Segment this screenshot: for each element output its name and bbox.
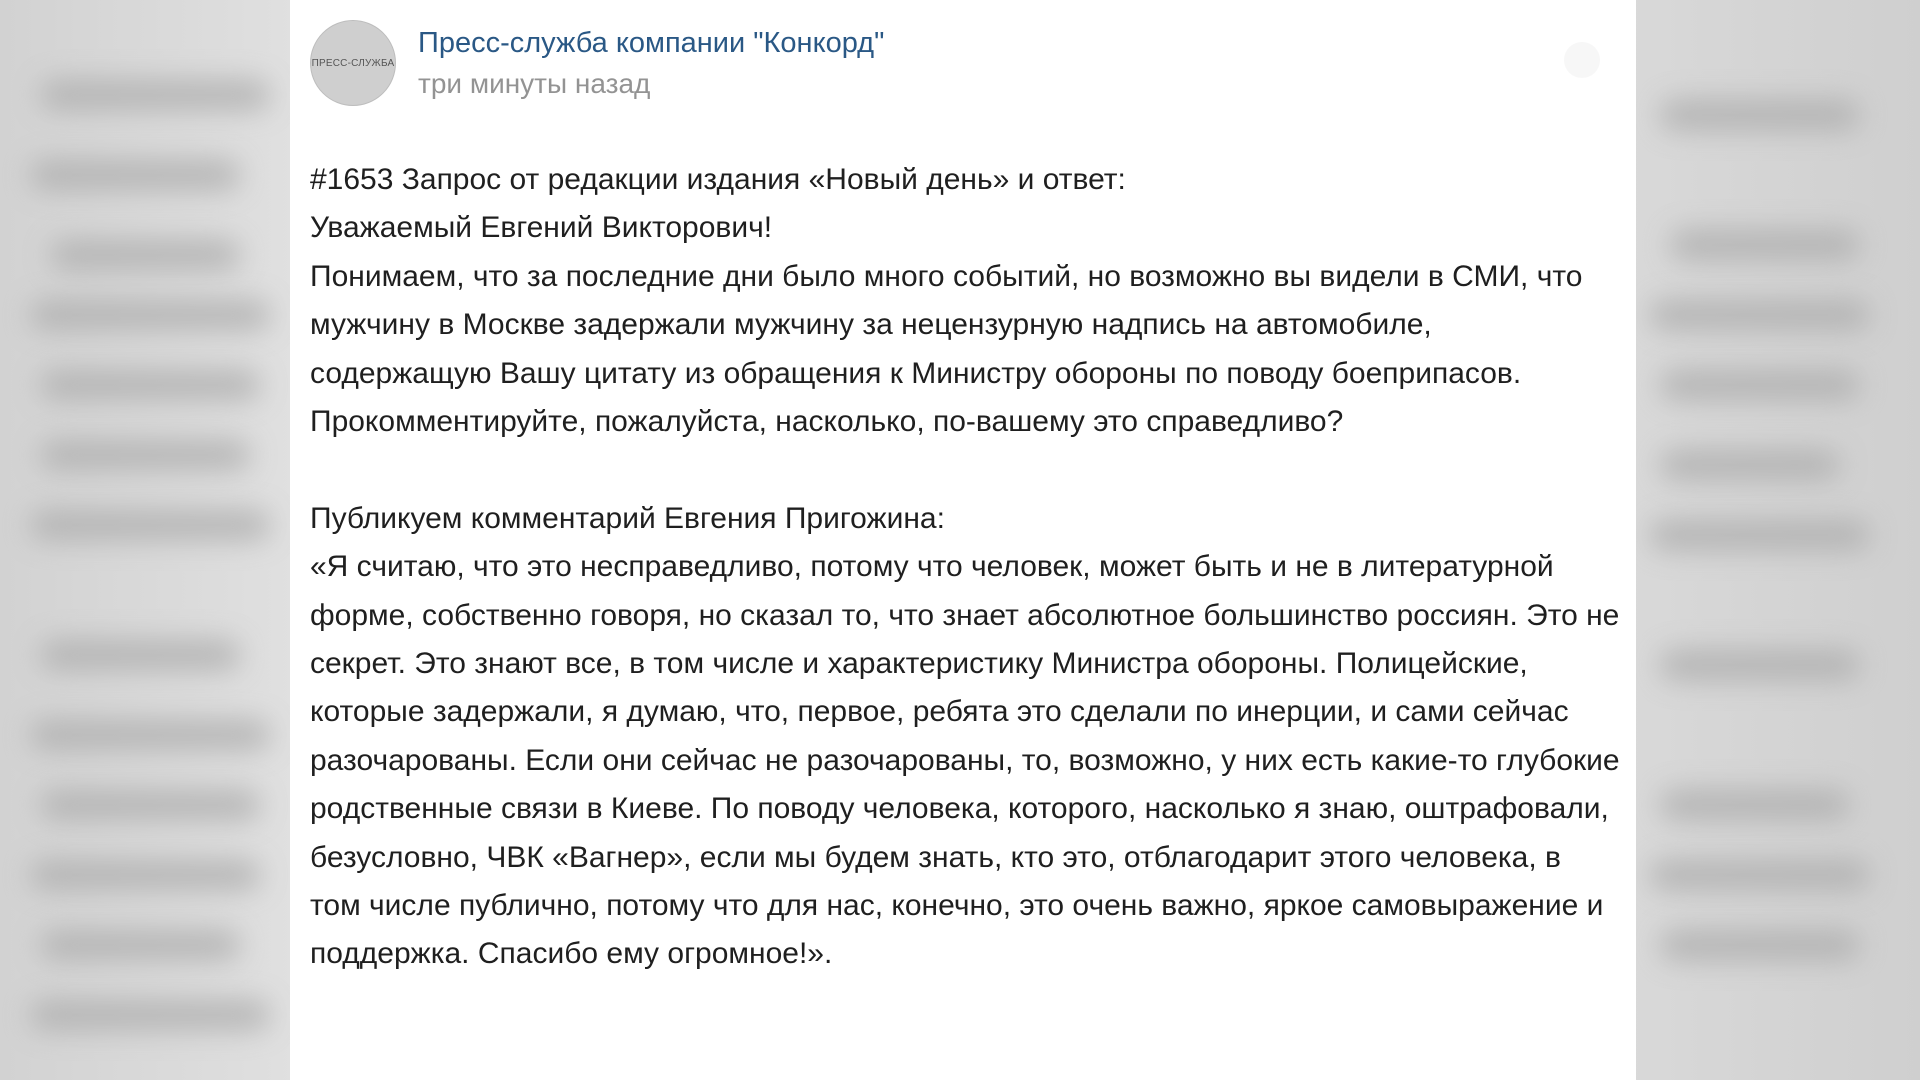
paragraph-spacer	[310, 446, 1620, 494]
avatar-label: ПРЕСС-СЛУЖБА	[311, 57, 395, 69]
post-meta	[418, 27, 884, 100]
post-header	[310, 20, 884, 106]
post-text	[310, 156, 1620, 979]
post-paragraph-request: #1653 Запрос от редакции издания «Новый день» и ответ:	[310, 163, 1126, 196]
more-icon[interactable]	[1564, 42, 1600, 78]
author-link[interactable]: Пресс-служба компании "Конкорд"	[418, 26, 885, 59]
post-paragraph-greeting: Уважаемый Евгений Викторович!	[310, 211, 773, 245]
post-paragraph-quote: «Я считаю, что это несправедливо, потому что человек, может быть и не в литературной форме, собственно говоря, но сказал то, что знает абсолютное большинство россиян. Это не секрет. Это знают все, в том числе и характеристику Министра обороны. Полицейские, которые задержали, я думаю, что, первое, ребята это сделали по инерции, и сами сейчас разочарованы. Если они сейчас не разочарованы, то, возможно, у них есть какие-то глубокие родственные связи в Киеве. По поводу человека, которого, насколько я знаю, оштрафовали, безусловно, ЧВК «Вагнер», если мы будем знать, кто это, отблагодарит этого человека, в том числе публично, потому что для нас, конечно, это очень важно, яркое самовыражение и поддержка. Спасибо ему огромное!».	[310, 550, 1620, 971]
post-card	[290, 0, 1636, 1080]
post-paragraph-intro: Публикуем комментарий Евгения Пригожина:	[310, 501, 945, 535]
post-paragraph-ask: Прокомментируйте, пожалуйста, насколько, по-вашему это справедливо?	[310, 405, 1344, 439]
post-paragraph-question: Понимаем, что за последние дни было много событий, но возможно вы видели в СМИ, что мужчину в Москве задержали мужчину за нецензурную надпись на автомобиле, содержащую Вашу цитату из обращения к Министру обороны по поводу боеприпасов.	[310, 259, 1583, 390]
post-timestamp[interactable]: три минуты назад	[418, 67, 651, 99]
avatar[interactable]	[310, 20, 396, 106]
